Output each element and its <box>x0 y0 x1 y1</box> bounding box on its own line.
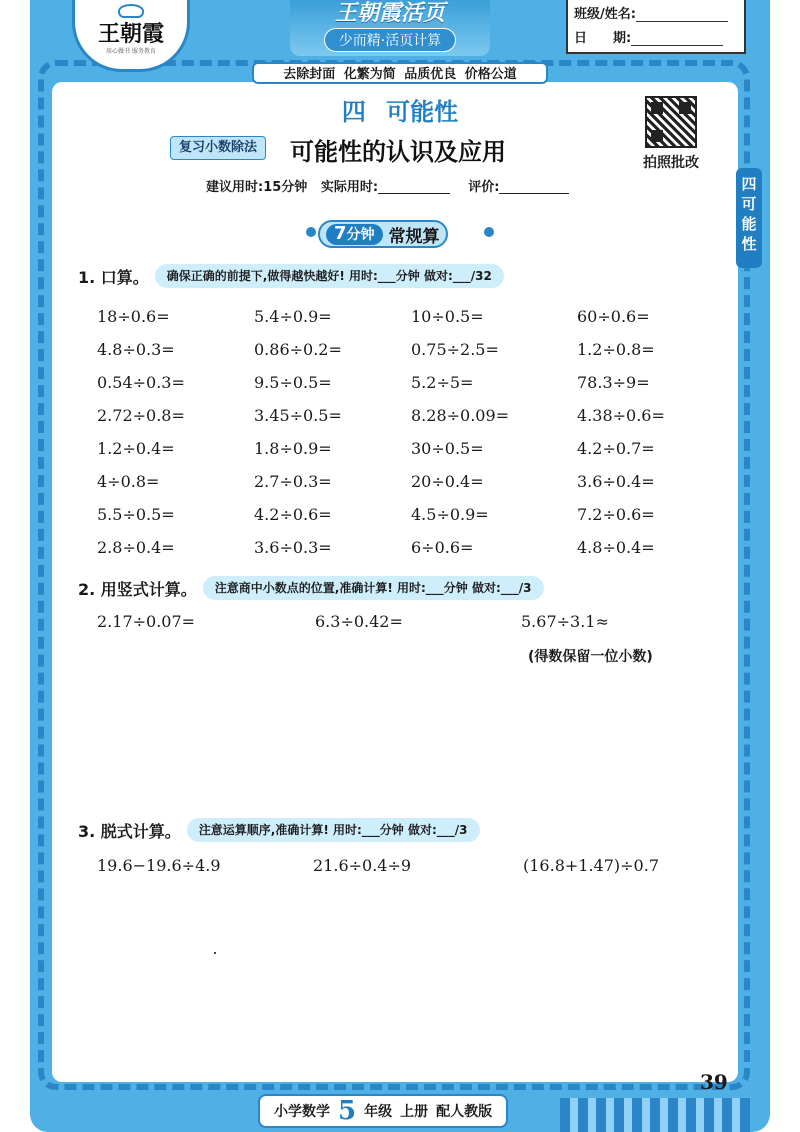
oral-problem: 4.8÷0.4= <box>577 538 655 557</box>
q3-hint: 注意运算顺序,准确计算! 用时:___分钟 做对:___/3 <box>187 818 480 842</box>
date-field[interactable] <box>631 31 723 46</box>
oral-problem: 4.2÷0.7= <box>577 439 655 458</box>
crown-icon <box>118 4 144 18</box>
q1-header <box>78 264 504 288</box>
section-name: 常规算 <box>388 226 440 247</box>
slogan-bar: 去除封面 化繁为简 品质优良 价格公道 <box>252 62 548 84</box>
logo-text: 王朝霞 <box>97 21 164 47</box>
footer-grade-number: 5 <box>338 1096 357 1126</box>
suggested-time: 建议用时:15分钟 <box>206 180 308 195</box>
evaluation-label: 评价: <box>468 180 500 195</box>
q1-problem-grid <box>97 300 717 564</box>
time-line <box>206 176 569 195</box>
binding-strip <box>560 1098 750 1132</box>
stepwise-problem: (16.8+1.47)÷0.7 <box>523 856 659 875</box>
footer-edition-bar <box>258 1094 508 1128</box>
vertical-problem: 2.17÷0.07= <box>97 612 196 631</box>
side-tab-char: 性 <box>741 235 757 253</box>
evaluation-field[interactable] <box>499 181 569 194</box>
oral-problem: 2.72÷0.8= <box>97 406 185 425</box>
oral-problem: 4.2÷0.6= <box>254 505 332 524</box>
q2-hint: 注意商中小数点的位置,准确计算! 用时:___分钟 做对:___/3 <box>203 576 544 600</box>
footer-edition: 配人教版 <box>436 1104 493 1120</box>
oral-problem: 2.8÷0.4= <box>97 538 175 557</box>
qr-code-icon[interactable] <box>645 96 697 148</box>
actual-time-field[interactable] <box>378 181 450 194</box>
oral-problem: 1.8÷0.9= <box>254 439 332 458</box>
side-tab-char: 能 <box>741 215 757 233</box>
side-tab-char: 四 <box>741 175 757 193</box>
oral-problem: 1.2÷0.4= <box>97 439 175 458</box>
minutes-number: 7 <box>334 222 347 244</box>
q3-problem-row <box>97 856 737 875</box>
oral-problem: 4.8÷0.3= <box>97 340 175 359</box>
oral-problem: 0.75÷2.5= <box>411 340 499 359</box>
oral-problem: 4.38÷0.6= <box>577 406 665 425</box>
oral-problem: 0.86÷0.2= <box>254 340 342 359</box>
stepwise-problem: 19.6−19.6÷4.9 <box>97 856 221 875</box>
oral-problem: 3.6÷0.4= <box>577 472 655 491</box>
unit-title: 四 可能性 <box>341 98 459 126</box>
class-name-label: 班级/姓名: <box>574 7 636 22</box>
q1-title: 1. 口算。 <box>78 267 149 287</box>
q2-problem-row <box>97 612 737 631</box>
page-number: 39 <box>700 1070 728 1094</box>
q3-title: 3. 脱式计算。 <box>78 821 181 841</box>
oral-problem: 8.28÷0.09= <box>411 406 510 425</box>
section-banner <box>318 220 448 248</box>
footer-volume: 上册 <box>400 1104 429 1120</box>
vertical-problem: 5.67÷3.1≈ <box>521 612 609 631</box>
brand-subtitle: 少而精·活页计算 <box>324 28 456 52</box>
oral-problem: 18÷0.6= <box>97 307 170 326</box>
footer-grade-unit: 年级 <box>364 1104 393 1120</box>
oral-problem: 4.5÷0.9= <box>411 505 489 524</box>
oral-problem: 3.6÷0.3= <box>254 538 332 557</box>
footer-subject: 小学数学 <box>274 1104 330 1120</box>
q3-header <box>78 818 480 842</box>
vertical-problem: 6.3÷0.42= <box>315 612 403 631</box>
review-tag: 复习小数除法 <box>170 136 266 160</box>
oral-problem: 78.3÷9= <box>577 373 650 392</box>
oral-problem: 5.5÷0.5= <box>97 505 175 524</box>
oral-problem: 0.54÷0.3= <box>97 373 185 392</box>
class-name-field[interactable] <box>636 7 728 22</box>
minutes-badge <box>326 224 383 245</box>
student-info-box <box>566 0 746 54</box>
banner-dot <box>306 227 316 237</box>
oral-problem: 5.4÷0.9= <box>254 307 332 326</box>
oral-problem: 3.45÷0.5= <box>254 406 342 425</box>
lesson-title: 可能性的认识及应用 <box>290 138 506 166</box>
series-brand <box>290 0 490 56</box>
side-tab-char: 可 <box>741 195 757 213</box>
oral-problem: 20÷0.4= <box>411 472 484 491</box>
rounding-note: (得数保留一位小数) <box>528 649 653 665</box>
oral-problem: 30÷0.5= <box>411 439 484 458</box>
q2-title: 2. 用竖式计算。 <box>78 579 197 599</box>
logo-subtext: 用心做书 服务教育 <box>106 48 156 55</box>
oral-problem: 2.7÷0.3= <box>254 472 332 491</box>
q2-header <box>78 576 544 600</box>
stepwise-problem: 21.6÷0.4÷9 <box>313 856 412 875</box>
qr-label: 拍照批改 <box>643 155 699 171</box>
oral-problem: 10÷0.5= <box>411 307 484 326</box>
oral-problem: 1.2÷0.8= <box>577 340 655 359</box>
banner-dot <box>484 227 494 237</box>
actual-time-label: 实际用时: <box>320 180 379 195</box>
oral-problem: 7.2÷0.6= <box>577 505 655 524</box>
unit-side-tab <box>736 168 762 268</box>
q1-hint: 确保正确的前提下,做得越快越好! 用时:___分钟 做对:___/32 <box>155 264 504 288</box>
date-label: 日 期: <box>574 31 632 46</box>
oral-problem: 4÷0.8= <box>97 472 160 491</box>
stray-mark <box>214 952 216 954</box>
oral-problem: 9.5÷0.5= <box>254 373 332 392</box>
minutes-unit: 分钟 <box>346 226 375 243</box>
oral-problem: 60÷0.6= <box>577 307 650 326</box>
oral-problem: 6÷0.6= <box>411 538 474 557</box>
oral-problem: 5.2÷5= <box>411 373 474 392</box>
brand-title: 王朝霞活页 <box>334 0 445 26</box>
